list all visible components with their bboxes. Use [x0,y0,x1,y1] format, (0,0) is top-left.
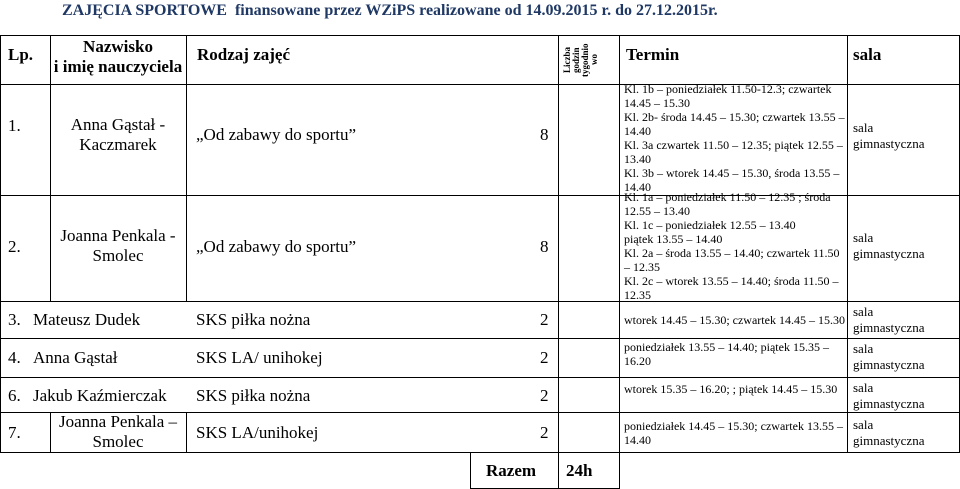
header-teacher-line2: i imię nauczyciela [53,57,183,76]
col-type-border [558,35,559,488]
row2-lp: 2. [8,237,21,256]
row6-teacher: Jakub Kaźmierczak [33,386,167,405]
header-term: Termin [626,45,680,64]
row3-teacher: Mateusz Dudek [33,310,141,329]
row1-term-line: 14.40 [624,180,651,194]
row1-term-line: 14.40 [624,124,651,138]
row1-teacher-line2: Kaczmarek [79,135,157,154]
row2-hours: 8 [540,237,549,256]
row1-place [853,120,924,152]
row7-place [853,417,924,449]
row1-place-line1: sala [853,120,874,135]
row4-term-line: 16.20 [624,354,651,368]
row6-term [624,382,837,396]
row3-place-line2: gimnastyczna [853,320,925,335]
total-value: 24h [566,461,593,480]
row4-lp: 4. [8,348,21,367]
row2-term-line: Kl. 1a – poniedziałek 11.50 – 12.35 ; środa [624,190,831,204]
row6-place-line2: gimnastyczna [853,396,925,411]
row1-term-line: 14.45 – 15.30 [624,96,690,110]
row4-type: SKS LA/ unihokej [196,348,323,367]
row6-lp: 6. [8,386,21,405]
row1-teacher [50,115,186,155]
row7-term-line: poniedziałek 14.45 – 15.30; czwartek 13.55 – [624,419,843,433]
row3-term-line: wtorek 14.45 – 15.30; czwartek 14.45 – 15.30 [624,313,845,327]
row3-lp: 3. [8,310,21,329]
row1-term-line: Kl. 3a czwartek 11.50 – 12.35; piątek 12.55 – [624,138,843,152]
row1-term-line: Kl. 3b – wtorek 14.45 – 15.30, środa 13.55 – [624,166,840,180]
row1-term-line: Kl. 1b – poniedziałek 11.50-12.3; czwartek [624,82,832,96]
row-4-border [0,377,960,378]
header-place: sala [853,45,882,64]
col-term-border [847,35,848,453]
row3-place-line1: sala [853,304,874,319]
row2-term-line: Kl. 1c – poniedziałek 12.55 – 13.40 [624,218,796,232]
col-teacher-border [186,35,187,301]
row7-place-line2: gimnastyczna [853,433,925,448]
row7-hours: 2 [540,423,549,442]
table-left-border [0,35,1,453]
row7-teacher [50,412,186,452]
row1-term-line: 13.40 [624,152,651,166]
row4-term-line: poniedziałek 13.55 – 14.40; piątek 15.35 – [624,340,829,354]
row2-term-line: 12.55 – 13.40 [624,204,690,218]
row4-term [624,340,829,368]
header-hours [563,40,611,80]
header-teacher [50,37,186,77]
row3-term [624,313,845,327]
row4-place-line2: gimnastyczna [853,357,925,372]
row7-type: SKS LA/unihokej [196,423,319,442]
row4-teacher: Anna Gąstał [33,348,118,367]
row7-place-line1: sala [853,417,874,432]
row2-term [624,190,840,302]
row3-type: SKS piłka nożna [196,310,311,329]
row7-teacher-line1: Joanna Penkala – [58,412,178,431]
row1-hours: 8 [540,125,549,144]
row6-place-line1: sala [853,380,874,395]
row1-place-line2: gimnastyczna [853,136,925,151]
row1-teacher-line1: Anna Gąstał - [70,115,166,134]
header-hours-line2: godzin [571,47,581,73]
header-type: Rodzaj zajęć [197,45,290,64]
row1-lp: 1. [8,116,21,135]
row4-place-line1: sala [853,341,874,356]
row2-place-line1: sala [853,230,874,245]
row1-term-line: Kl. 2b- środa 14.45 – 15.30; czwartek 13.55 – [624,110,845,124]
row2-place [853,230,924,262]
row6-term-line: wtorek 15.35 – 16.20; ; piątek 14.45 – 15.30 [624,382,838,396]
row2-term-line: Kl. 2a – środa 13.55 – 14.40; czwartek 11.50 [624,246,840,260]
row2-teacher [50,226,186,266]
col-hours-border [619,35,620,488]
row2-teacher-line2: Smolec [92,246,144,265]
header-lp: Lp. [8,45,34,64]
row7-teacher-line2: Smolec [92,432,144,451]
row3-place [853,304,924,336]
header-hours-line1: Liczba [562,47,572,73]
row2-term-line: Kl. 2c – wtorek 13.55 – 14.40; środa 11.50 – [624,274,839,288]
row-3-border [0,338,960,339]
row4-place [853,341,924,373]
header-teacher-line1: Nazwisko [83,37,153,56]
row-6-border [0,452,960,453]
row7-term-line: 14.40 [624,433,651,447]
row7-lp: 7. [8,423,21,442]
total-left-border [470,452,471,489]
header-hours-line4: wo [589,54,599,66]
row2-teacher-line1: Joanna Penkala - [60,226,176,245]
header-hours-line3: tygodnio [580,43,590,77]
row6-type: SKS piłka nożna [196,386,311,405]
header-subtitle: finansowane przez WZiPS realizowane od 14.09.2015 r. do 27.12.2015r. [234,2,718,19]
row1-term [624,82,845,194]
row3-hours: 2 [540,310,549,329]
row6-hours: 2 [540,386,549,405]
header-title: ZAJĘCIA SPORTOWE [62,2,227,19]
row1-type: „Od zabawy do sportu” [196,125,357,144]
row2-term-line: 12.35 [624,288,651,302]
row4-hours: 2 [540,348,549,367]
total-label: Razem [486,461,537,480]
row6-place [853,380,924,412]
row7-term [624,419,843,447]
row2-term-line: – 12.35 [624,260,660,274]
table-top-border [0,35,960,36]
row2-type: „Od zabawy do sportu” [196,237,357,256]
col-teacher-border-row7 [186,412,187,452]
row2-place-line2: gimnastyczna [853,246,925,261]
row2-term-line: piątek 13.55 – 14.40 [624,232,723,246]
